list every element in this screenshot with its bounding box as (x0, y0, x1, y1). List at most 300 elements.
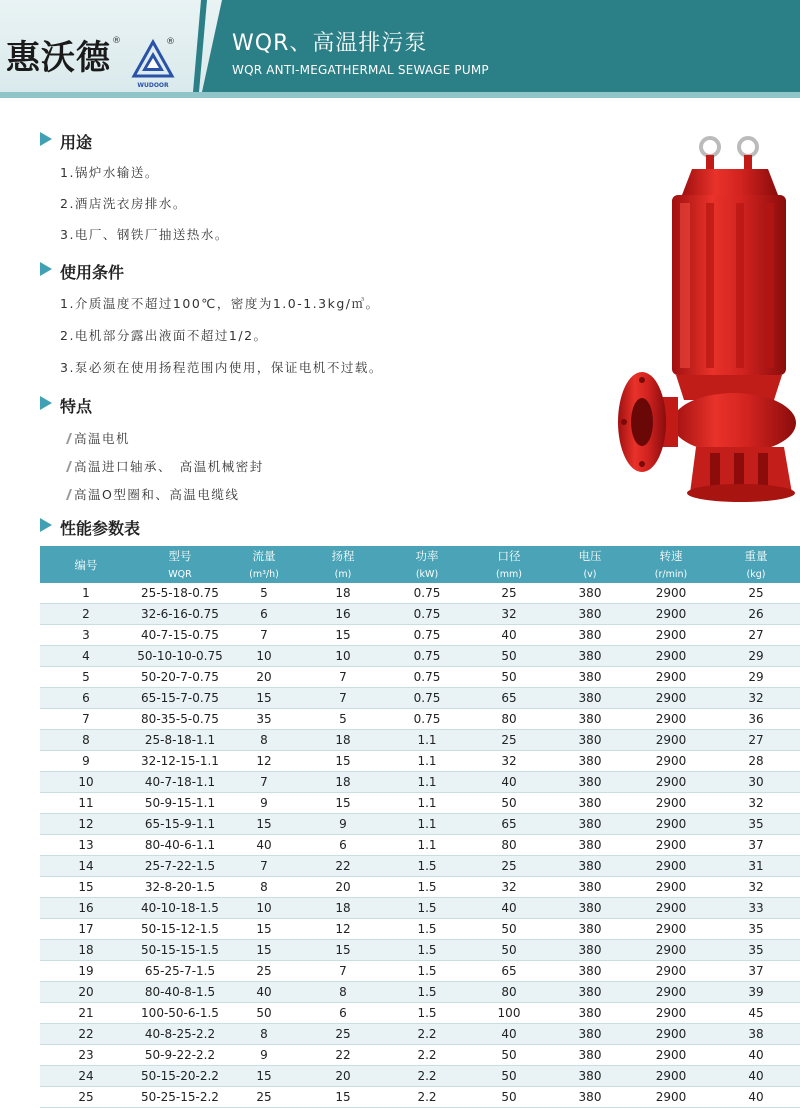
cell-voltage: 380 (550, 1087, 630, 1108)
cell-voltage: 380 (550, 793, 630, 814)
cell-voltage: 380 (550, 688, 630, 709)
cell-weight: 27 (712, 625, 800, 646)
cell-no: 21 (40, 1003, 132, 1024)
cell-head: 20 (300, 877, 386, 898)
cell-diameter: 50 (468, 646, 550, 667)
cell-no: 20 (40, 982, 132, 1003)
cell-weight: 35 (712, 814, 800, 835)
cell-diameter: 25 (468, 856, 550, 877)
cell-no: 11 (40, 793, 132, 814)
table-row (40, 898, 800, 919)
col-header-speed: 转速 (630, 546, 712, 565)
features-item (68, 457, 264, 475)
cell-head: 6 (300, 1003, 386, 1024)
table-row (40, 751, 800, 772)
cell-speed: 2900 (630, 1087, 712, 1108)
features-item (68, 485, 239, 503)
cell-power: 1.1 (386, 730, 468, 751)
cell-model: 40-7-15-0.75 (132, 625, 228, 646)
bullet-mark-icon (66, 433, 72, 444)
cell-head: 7 (300, 667, 386, 688)
cell-speed: 2900 (630, 730, 712, 751)
cell-no: 3 (40, 625, 132, 646)
cell-no: 1 (40, 583, 132, 604)
cell-model: 100-50-6-1.5 (132, 1003, 228, 1024)
table-row (40, 583, 800, 604)
features-item-text: 高温O型圈和、高温电缆线 (74, 487, 240, 502)
cell-head: 10 (300, 646, 386, 667)
cell-voltage: 380 (550, 877, 630, 898)
cell-weight: 38 (712, 1024, 800, 1045)
cell-head: 18 (300, 898, 386, 919)
cell-no: 9 (40, 751, 132, 772)
cell-voltage: 380 (550, 730, 630, 751)
cell-voltage: 380 (550, 898, 630, 919)
cell-speed: 2900 (630, 856, 712, 877)
cell-power: 1.1 (386, 772, 468, 793)
cell-head: 18 (300, 772, 386, 793)
cell-speed: 2900 (630, 961, 712, 982)
usage-item: 3.电厂、钢铁厂抽送热水。 (60, 227, 229, 242)
cell-voltage: 380 (550, 667, 630, 688)
col-header-diameter: 口径 (468, 546, 550, 565)
cell-head: 9 (300, 814, 386, 835)
table-row (40, 772, 800, 793)
table-row (40, 709, 800, 730)
cell-speed: 2900 (630, 667, 712, 688)
cell-head: 22 (300, 856, 386, 877)
features-item-text: 高温进口轴承、 高温机械密封 (74, 459, 264, 474)
cell-no: 8 (40, 730, 132, 751)
pump-image (610, 125, 800, 510)
cell-speed: 2900 (630, 814, 712, 835)
col-header-power: 功率 (386, 546, 468, 565)
table-row (40, 982, 800, 1003)
cell-diameter: 40 (468, 625, 550, 646)
cell-diameter: 50 (468, 919, 550, 940)
table-row (40, 877, 800, 898)
table-body (40, 583, 800, 1108)
cell-voltage: 380 (550, 772, 630, 793)
cell-no: 13 (40, 835, 132, 856)
cell-model: 50-15-12-1.5 (132, 919, 228, 940)
cell-no: 17 (40, 919, 132, 940)
usage-item: 2.酒店洗衣房排水。 (60, 196, 187, 211)
cell-flow: 8 (228, 730, 300, 751)
registered-mark: ® (112, 36, 121, 46)
cell-model: 32-6-16-0.75 (132, 604, 228, 625)
cell-diameter: 100 (468, 1003, 550, 1024)
cell-no: 14 (40, 856, 132, 877)
cell-diameter: 50 (468, 940, 550, 961)
table-row (40, 1087, 800, 1108)
cell-voltage: 380 (550, 604, 630, 625)
table-row (40, 961, 800, 982)
cell-flow: 7 (228, 772, 300, 793)
cell-power: 0.75 (386, 688, 468, 709)
cell-voltage: 380 (550, 751, 630, 772)
table-row (40, 1003, 800, 1024)
features-item-text: 高温电机 (74, 431, 131, 446)
cell-diameter: 50 (468, 1087, 550, 1108)
cell-flow: 25 (228, 961, 300, 982)
cell-flow: 7 (228, 625, 300, 646)
cell-power: 0.75 (386, 667, 468, 688)
cell-no: 24 (40, 1066, 132, 1087)
cell-model: 32-12-15-1.1 (132, 751, 228, 772)
table-row (40, 919, 800, 940)
cell-speed: 2900 (630, 919, 712, 940)
cell-no: 7 (40, 709, 132, 730)
cell-flow: 35 (228, 709, 300, 730)
cell-model: 50-10-10-0.75 (132, 646, 228, 667)
cell-model: 50-15-20-2.2 (132, 1066, 228, 1087)
table-row (40, 793, 800, 814)
cell-weight: 39 (712, 982, 800, 1003)
table-row (40, 625, 800, 646)
cell-diameter: 25 (468, 730, 550, 751)
cell-voltage: 380 (550, 982, 630, 1003)
cell-head: 15 (300, 940, 386, 961)
cell-flow: 15 (228, 814, 300, 835)
cell-flow: 40 (228, 835, 300, 856)
section-arrow-icon (40, 518, 52, 532)
cell-model: 40-8-25-2.2 (132, 1024, 228, 1045)
col-unit-flow: (m³/h) (228, 565, 300, 583)
cell-model: 80-35-5-0.75 (132, 709, 228, 730)
col-header-weight: 重量 (712, 546, 800, 565)
cell-voltage: 380 (550, 625, 630, 646)
cell-no: 23 (40, 1045, 132, 1066)
cell-flow: 7 (228, 856, 300, 877)
cell-voltage: 380 (550, 856, 630, 877)
cell-diameter: 80 (468, 709, 550, 730)
cell-model: 25-7-22-1.5 (132, 856, 228, 877)
table-row (40, 1045, 800, 1066)
cell-power: 1.5 (386, 1003, 468, 1024)
cell-speed: 2900 (630, 940, 712, 961)
cell-power: 2.2 (386, 1045, 468, 1066)
cell-power: 1.5 (386, 919, 468, 940)
cell-weight: 32 (712, 688, 800, 709)
cell-flow: 6 (228, 604, 300, 625)
cell-head: 25 (300, 1024, 386, 1045)
cell-voltage: 380 (550, 646, 630, 667)
cell-diameter: 40 (468, 772, 550, 793)
section-arrow-icon (40, 132, 52, 146)
cell-model: 25-5-18-0.75 (132, 583, 228, 604)
col-header-head: 扬程 (300, 546, 386, 565)
cell-weight: 26 (712, 604, 800, 625)
cell-power: 1.1 (386, 814, 468, 835)
cell-weight: 40 (712, 1066, 800, 1087)
cell-power: 1.5 (386, 856, 468, 877)
cell-voltage: 380 (550, 1024, 630, 1045)
cell-diameter: 80 (468, 835, 550, 856)
conditions-item: 3.泵必须在使用扬程范围内使用，保证电机不过载。 (60, 360, 383, 375)
cell-weight: 30 (712, 772, 800, 793)
cell-voltage: 380 (550, 583, 630, 604)
col-header-model: 型号 (132, 546, 228, 565)
cell-voltage: 380 (550, 961, 630, 982)
cell-voltage: 380 (550, 814, 630, 835)
table-row (40, 814, 800, 835)
conditions-item: 1.介质温度不超过100℃，密度为1.0-1.3kg/㎥。 (60, 296, 380, 311)
section-arrow-icon (40, 396, 52, 410)
performance-table (40, 546, 800, 1108)
cell-no: 12 (40, 814, 132, 835)
cell-power: 1.5 (386, 961, 468, 982)
col-unit-speed: (r/min) (630, 565, 712, 583)
cell-diameter: 40 (468, 1024, 550, 1045)
col-unit-diameter: (mm) (468, 565, 550, 583)
cell-weight: 29 (712, 667, 800, 688)
logo-text: WUDOOR (137, 82, 169, 89)
cell-flow: 20 (228, 667, 300, 688)
cell-speed: 2900 (630, 1024, 712, 1045)
cell-voltage: 380 (550, 1045, 630, 1066)
cell-head: 20 (300, 1066, 386, 1087)
cell-power: 0.75 (386, 709, 468, 730)
header-divider (0, 92, 800, 98)
cell-voltage: 380 (550, 1066, 630, 1087)
cell-no: 6 (40, 688, 132, 709)
cell-head: 15 (300, 1087, 386, 1108)
cell-diameter: 32 (468, 751, 550, 772)
cell-voltage: 380 (550, 940, 630, 961)
cell-model: 40-7-18-1.1 (132, 772, 228, 793)
cell-head: 15 (300, 751, 386, 772)
cell-model: 65-15-7-0.75 (132, 688, 228, 709)
cell-weight: 40 (712, 1045, 800, 1066)
cell-speed: 2900 (630, 1066, 712, 1087)
table-row (40, 604, 800, 625)
cell-flow: 8 (228, 1024, 300, 1045)
cell-speed: 2900 (630, 877, 712, 898)
cell-weight: 45 (712, 1003, 800, 1024)
cell-flow: 40 (228, 982, 300, 1003)
cell-diameter: 65 (468, 814, 550, 835)
cell-weight: 29 (712, 646, 800, 667)
table-unit-row (40, 565, 800, 583)
cell-voltage: 380 (550, 919, 630, 940)
cell-voltage: 380 (550, 709, 630, 730)
cell-voltage: 380 (550, 1003, 630, 1024)
cell-voltage: 380 (550, 835, 630, 856)
cell-no: 16 (40, 898, 132, 919)
brand-name: 惠沃德 (6, 38, 111, 78)
cell-diameter: 50 (468, 1045, 550, 1066)
cell-weight: 36 (712, 709, 800, 730)
cell-power: 1.5 (386, 982, 468, 1003)
cell-power: 1.1 (386, 835, 468, 856)
conditions-title: 使用条件 (60, 263, 125, 282)
cell-flow: 12 (228, 751, 300, 772)
cell-head: 15 (300, 625, 386, 646)
cell-model: 50-20-7-0.75 (132, 667, 228, 688)
cell-model: 32-8-20-1.5 (132, 877, 228, 898)
cell-diameter: 50 (468, 667, 550, 688)
cell-speed: 2900 (630, 898, 712, 919)
cell-no: 19 (40, 961, 132, 982)
cell-speed: 2900 (630, 1045, 712, 1066)
cell-model: 25-8-18-1.1 (132, 730, 228, 751)
cell-power: 1.1 (386, 793, 468, 814)
cell-model: 50-25-15-2.2 (132, 1087, 228, 1108)
cell-head: 16 (300, 604, 386, 625)
cell-flow: 8 (228, 877, 300, 898)
cell-flow: 15 (228, 919, 300, 940)
table-row (40, 646, 800, 667)
cell-head: 5 (300, 709, 386, 730)
cell-speed: 2900 (630, 709, 712, 730)
cell-model: 65-15-9-1.1 (132, 814, 228, 835)
cell-head: 7 (300, 961, 386, 982)
cell-power: 1.5 (386, 898, 468, 919)
cell-diameter: 25 (468, 583, 550, 604)
cell-diameter: 40 (468, 898, 550, 919)
cell-head: 18 (300, 583, 386, 604)
table-row (40, 688, 800, 709)
table-row (40, 1024, 800, 1045)
col-unit-model: WQR (132, 565, 228, 583)
cell-head: 18 (300, 730, 386, 751)
features-item (68, 429, 130, 447)
cell-diameter: 32 (468, 877, 550, 898)
cell-diameter: 65 (468, 688, 550, 709)
cell-diameter: 32 (468, 604, 550, 625)
cell-flow: 25 (228, 1087, 300, 1108)
table-row (40, 835, 800, 856)
col-unit-power: (kW) (386, 565, 468, 583)
cell-model: 80-40-8-1.5 (132, 982, 228, 1003)
cell-speed: 2900 (630, 604, 712, 625)
features-title: 特点 (60, 397, 93, 416)
cell-no: 2 (40, 604, 132, 625)
page-subtitle: WQR ANTI-MEGATHERMAL SEWAGE PUMP (232, 63, 489, 77)
cell-power: 2.2 (386, 1066, 468, 1087)
cell-weight: 37 (712, 961, 800, 982)
usage-item: 1.锅炉水输送。 (60, 165, 159, 180)
cell-flow: 15 (228, 940, 300, 961)
cell-flow: 5 (228, 583, 300, 604)
section-arrow-icon (40, 262, 52, 276)
cell-power: 1.5 (386, 877, 468, 898)
usage-title: 用途 (60, 133, 93, 152)
table-row (40, 856, 800, 877)
cell-no: 22 (40, 1024, 132, 1045)
cell-speed: 2900 (630, 772, 712, 793)
page-title: WQR、高温排污泵 (232, 31, 428, 56)
cell-speed: 2900 (630, 688, 712, 709)
cell-flow: 9 (228, 1045, 300, 1066)
cell-no: 18 (40, 940, 132, 961)
cell-speed: 2900 (630, 583, 712, 604)
cell-flow: 9 (228, 793, 300, 814)
cell-head: 15 (300, 793, 386, 814)
cell-flow: 10 (228, 898, 300, 919)
cell-weight: 35 (712, 940, 800, 961)
cell-model: 50-9-15-1.1 (132, 793, 228, 814)
bullet-mark-icon (66, 489, 72, 500)
col-unit-weight: (kg) (712, 565, 800, 583)
table-row (40, 940, 800, 961)
cell-no: 10 (40, 772, 132, 793)
cell-power: 2.2 (386, 1087, 468, 1108)
cell-flow: 15 (228, 1066, 300, 1087)
bullet-mark-icon (66, 461, 72, 472)
cell-weight: 32 (712, 877, 800, 898)
cell-model: 80-40-6-1.1 (132, 835, 228, 856)
cell-head: 22 (300, 1045, 386, 1066)
cell-power: 2.2 (386, 1024, 468, 1045)
registered-mark-logo: ® (166, 37, 175, 47)
cell-diameter: 50 (468, 793, 550, 814)
cell-power: 1.1 (386, 751, 468, 772)
cell-power: 0.75 (386, 646, 468, 667)
cell-weight: 25 (712, 583, 800, 604)
col-header-no: 编号 (40, 546, 132, 583)
cell-model: 65-25-7-1.5 (132, 961, 228, 982)
table-row (40, 730, 800, 751)
cell-speed: 2900 (630, 793, 712, 814)
cell-head: 12 (300, 919, 386, 940)
cell-head: 7 (300, 688, 386, 709)
cell-diameter: 80 (468, 982, 550, 1003)
cell-speed: 2900 (630, 982, 712, 1003)
cell-power: 0.75 (386, 604, 468, 625)
cell-flow: 50 (228, 1003, 300, 1024)
cell-power: 1.5 (386, 940, 468, 961)
cell-weight: 27 (712, 730, 800, 751)
cell-model: 40-10-18-1.5 (132, 898, 228, 919)
cell-weight: 37 (712, 835, 800, 856)
cell-speed: 2900 (630, 1003, 712, 1024)
cell-power: 0.75 (386, 583, 468, 604)
cell-weight: 33 (712, 898, 800, 919)
table-header-row (40, 546, 800, 565)
cell-speed: 2900 (630, 646, 712, 667)
table-row (40, 667, 800, 688)
table-title: 性能参数表 (60, 519, 141, 538)
col-unit-head: (m) (300, 565, 386, 583)
cell-power: 0.75 (386, 625, 468, 646)
conditions-item: 2.电机部分露出液面不超过1/2。 (60, 328, 268, 343)
cell-model: 50-15-15-1.5 (132, 940, 228, 961)
cell-diameter: 50 (468, 1066, 550, 1087)
cell-speed: 2900 (630, 835, 712, 856)
cell-flow: 10 (228, 646, 300, 667)
cell-weight: 32 (712, 793, 800, 814)
cell-head: 8 (300, 982, 386, 1003)
cell-model: 50-9-22-2.2 (132, 1045, 228, 1066)
cell-no: 4 (40, 646, 132, 667)
col-header-voltage: 电压 (550, 546, 630, 565)
cell-head: 6 (300, 835, 386, 856)
cell-weight: 28 (712, 751, 800, 772)
cell-speed: 2900 (630, 751, 712, 772)
cell-no: 5 (40, 667, 132, 688)
cell-no: 15 (40, 877, 132, 898)
cell-diameter: 65 (468, 961, 550, 982)
cell-no: 25 (40, 1087, 132, 1108)
cell-weight: 40 (712, 1087, 800, 1108)
cell-weight: 31 (712, 856, 800, 877)
cell-weight: 35 (712, 919, 800, 940)
cell-flow: 15 (228, 688, 300, 709)
table-row (40, 1066, 800, 1087)
col-header-flow: 流量 (228, 546, 300, 565)
